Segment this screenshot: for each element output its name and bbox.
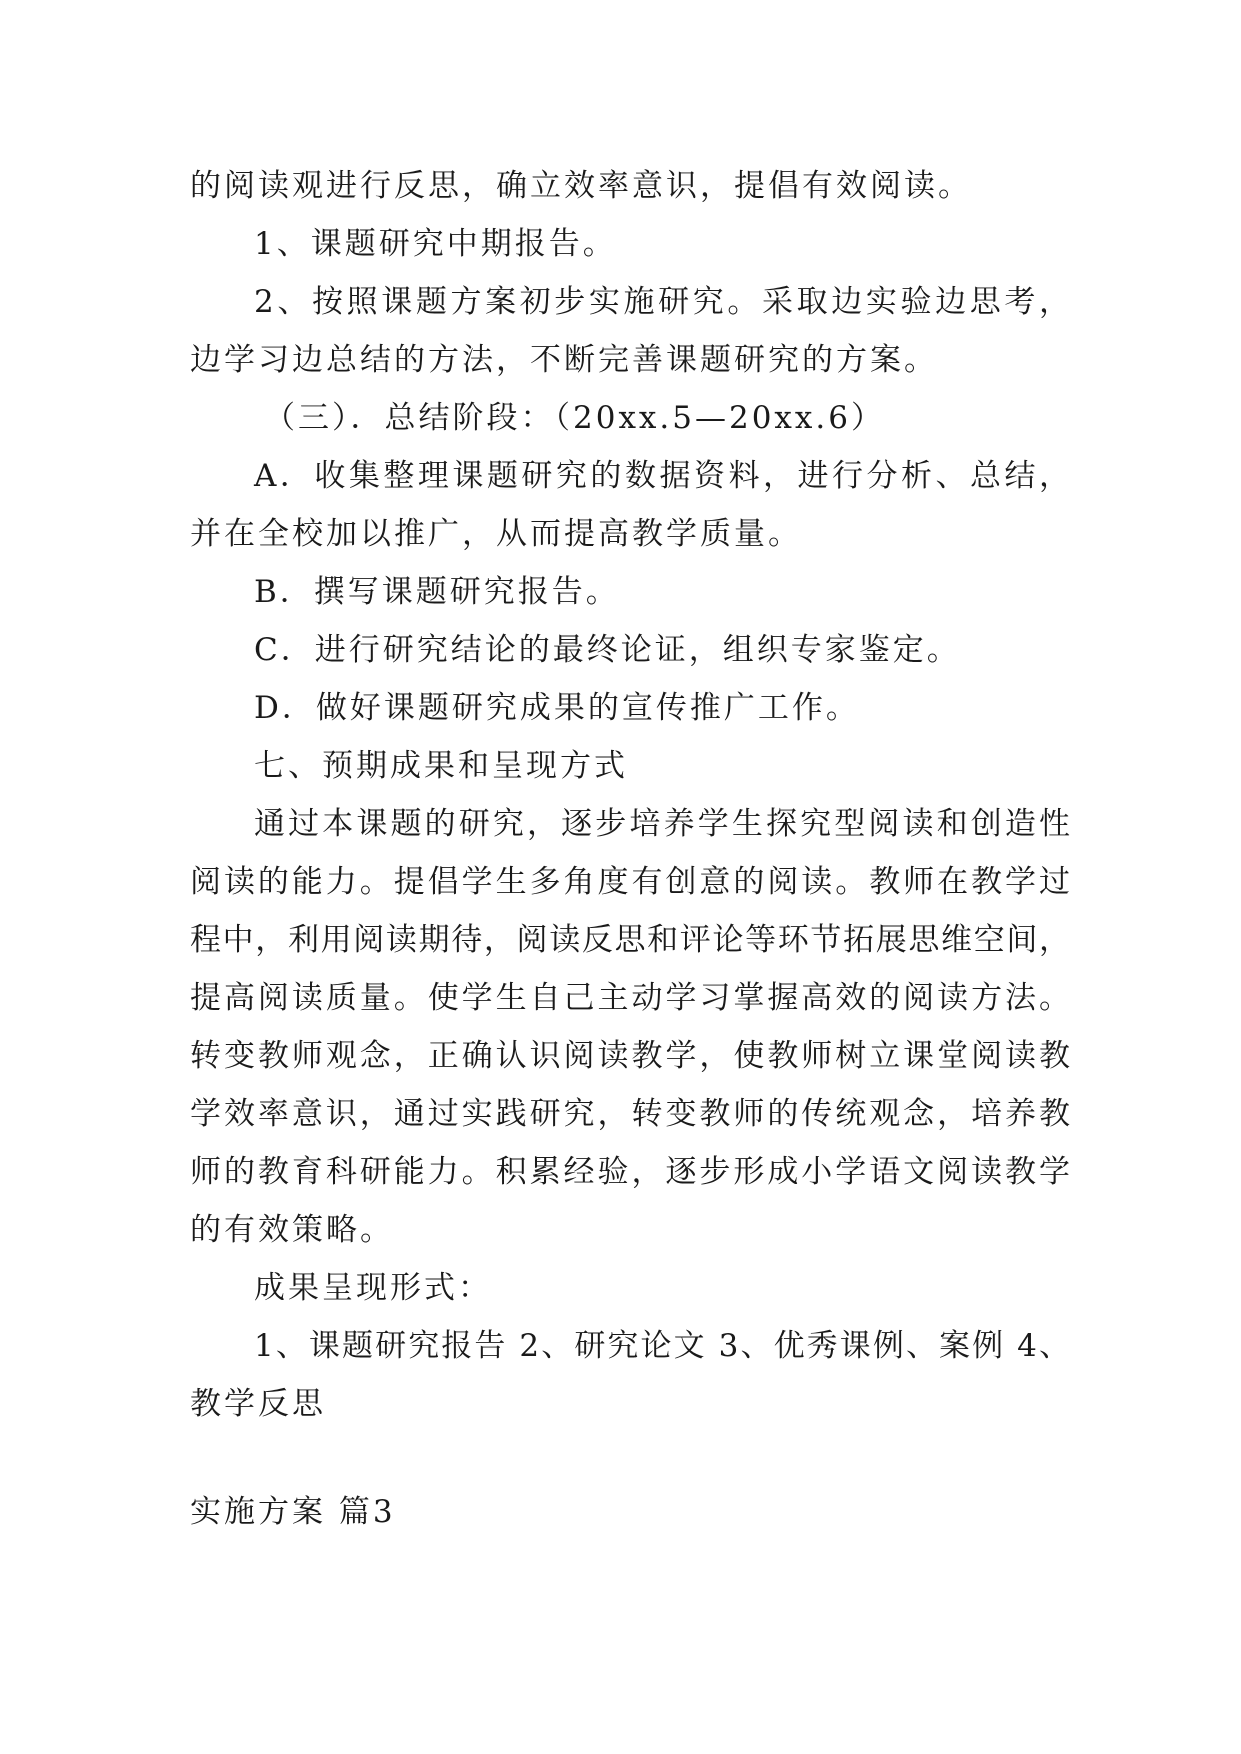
list-item: 2、按照课题方案初步实施研究。采取边实验边思考，	[254, 284, 1070, 320]
paragraph-line: 的有效策略。	[190, 1212, 394, 1248]
list-item: D．做好课题研究成果的宣传推广工作。	[254, 690, 860, 726]
paragraph-line: 程中，利用阅读期待，阅读反思和评论等环节拓展思维空间，	[190, 922, 1070, 958]
paragraph-line: 并在全校加以推广，从而提高教学质量。	[190, 516, 802, 552]
paragraph-line: 学效率意识，通过实践研究，转变教师的传统观念，培养教	[190, 1096, 1070, 1132]
list-item: 1、课题研究报告 2、研究论文 3、优秀课例、案例 4、	[254, 1328, 1070, 1364]
section-heading: （三）．总结阶段：（20xx.5—20xx.6）	[264, 400, 885, 436]
section-title: 实施方案 篇3	[190, 1494, 396, 1530]
subheading: 成果呈现形式：	[254, 1270, 492, 1306]
paragraph-line: 转变教师观念，正确认识阅读教学，使教师树立课堂阅读教	[190, 1038, 1070, 1074]
paragraph-line: 教学反思	[190, 1386, 326, 1422]
list-item: C．进行研究结论的最终论证，组织专家鉴定。	[254, 632, 961, 668]
section-heading: 七、预期成果和呈现方式	[254, 748, 628, 784]
list-item: B．撰写课题研究报告。	[254, 574, 620, 610]
list-item: 1、课题研究中期报告。	[254, 226, 617, 262]
paragraph-line: 师的教育科研能力。积累经验，逐步形成小学语文阅读教学	[190, 1154, 1070, 1190]
paragraph-line: 的阅读观进行反思，确立效率意识，提倡有效阅读。	[190, 168, 972, 204]
paragraph-line: 边学习边总结的方法，不断完善课题研究的方案。	[190, 342, 938, 378]
paragraph-line: 通过本课题的研究，逐步培养学生探究型阅读和创造性	[254, 806, 1070, 842]
paragraph-line: 提高阅读质量。使学生自己主动学习掌握高效的阅读方法。	[190, 980, 1070, 1016]
list-item: A．收集整理课题研究的数据资料，进行分析、总结，	[254, 458, 1070, 494]
paragraph-line: 阅读的能力。提倡学生多角度有创意的阅读。教师在教学过	[190, 864, 1070, 900]
